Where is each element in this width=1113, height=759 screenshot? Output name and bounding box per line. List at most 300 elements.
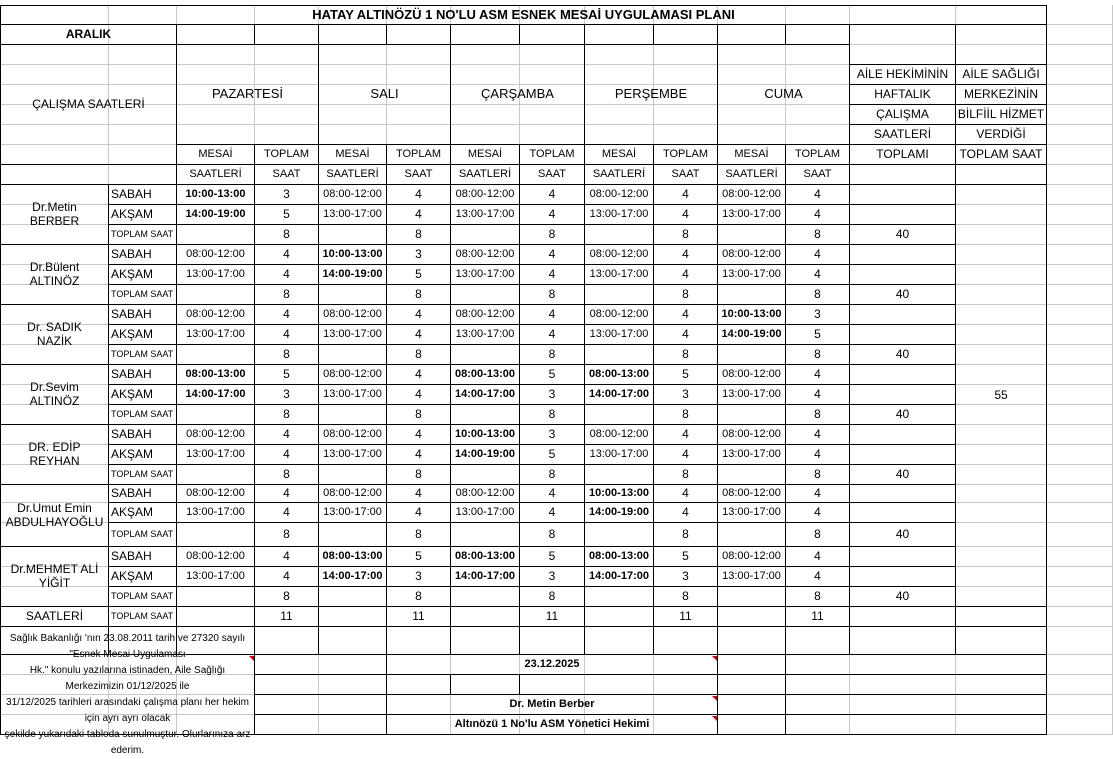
evening-label: AKŞAM	[109, 567, 177, 587]
empty-cell	[451, 345, 520, 365]
mesai-header-2: SAATLERİ	[177, 165, 255, 185]
morning-hours: 4	[387, 305, 451, 325]
grid-cell[interactable]	[1047, 65, 1113, 85]
grid-cell[interactable]	[1047, 145, 1113, 165]
morning-hours: 4	[654, 245, 718, 265]
doctor-name-line: Dr.MEHMET ALİ	[10, 561, 99, 576]
empty-cell	[718, 695, 786, 715]
day-total: 8	[387, 405, 451, 425]
day-header: SALI	[319, 45, 451, 145]
grid-cell[interactable]	[1047, 365, 1113, 385]
evening-hours: 4	[786, 503, 850, 523]
grid-cell[interactable]	[1047, 225, 1113, 245]
grid-cell[interactable]	[1047, 185, 1113, 205]
doctor-name	[0, 425, 109, 485]
doctor-name-line: Dr.Umut Emin	[17, 500, 92, 515]
footer-signer: Dr. Metin Berber	[387, 695, 718, 715]
evening-label: AKŞAM	[109, 385, 177, 405]
grid-cell[interactable]	[1047, 715, 1113, 735]
day-total: 8	[387, 465, 451, 485]
empty-cell	[786, 25, 850, 45]
empty-cell	[956, 627, 1047, 655]
evening-hours: 4	[654, 265, 718, 285]
day-total: 8	[786, 587, 850, 607]
empty-cell	[850, 627, 956, 655]
day-total: 8	[654, 465, 718, 485]
empty-cell	[177, 587, 255, 607]
empty-cell	[850, 185, 956, 205]
weekly-total: 40	[850, 225, 956, 245]
center-total: 55	[956, 185, 1047, 607]
summary-total: 11	[520, 607, 585, 627]
morning-label: SABAH	[109, 185, 177, 205]
grid-cell[interactable]	[1047, 503, 1113, 523]
empty-cell	[654, 627, 718, 655]
evening-hours: 3	[255, 385, 319, 405]
empty-cell	[585, 465, 654, 485]
total-label: TOPLAM SAAT	[109, 285, 177, 305]
morning-hours: 3	[786, 305, 850, 325]
empty-cell	[451, 587, 520, 607]
footer-note-line: şekilde yukarıdaki tabloda sunulmuştur. Olurlarınıza arz ederim.	[4, 728, 251, 756]
day-total: 8	[654, 587, 718, 607]
evening-hours: 4	[387, 445, 451, 465]
grid-cell[interactable]	[1047, 85, 1113, 105]
empty-cell	[850, 325, 956, 345]
day-total: 8	[786, 285, 850, 305]
empty-cell	[585, 587, 654, 607]
empty-cell	[850, 385, 956, 405]
total-label: TOPLAM SAAT	[109, 405, 177, 425]
day-header: ÇARŞAMBA	[451, 45, 585, 145]
empty-cell	[956, 607, 1047, 627]
morning-hours: 4	[255, 305, 319, 325]
day-total: 8	[520, 345, 585, 365]
doctor-name-line: NAZİK	[36, 333, 73, 348]
morning-shift: 08:00-13:00	[451, 365, 520, 385]
evening-hours: 4	[654, 205, 718, 225]
empty-cell	[850, 165, 956, 185]
evening-hours: 4	[255, 265, 319, 285]
morning-hours: 4	[654, 485, 718, 503]
empty-cell	[718, 465, 786, 485]
morning-shift: 10:00-13:00	[177, 185, 255, 205]
morning-shift: 08:00-12:00	[177, 305, 255, 325]
evening-hours: 4	[520, 503, 585, 523]
center-header-line: TOPLAM SAAT	[956, 145, 1047, 165]
empty-cell	[850, 205, 956, 225]
grid-cell[interactable]	[1047, 285, 1113, 305]
day-total: 8	[786, 405, 850, 425]
evening-label: AKŞAM	[109, 503, 177, 523]
empty-cell	[718, 715, 786, 735]
morning-shift: 08:00-12:00	[718, 365, 786, 385]
evening-shift: 13:00-17:00	[585, 325, 654, 345]
total-label: TOPLAM SAAT	[109, 345, 177, 365]
grid-cell[interactable]	[1047, 485, 1113, 503]
grid-cell[interactable]	[1047, 125, 1113, 145]
empty-cell	[786, 675, 1047, 695]
morning-label: SABAH	[109, 485, 177, 503]
summary-total: 11	[387, 607, 451, 627]
grid-cell[interactable]	[1047, 25, 1113, 45]
evening-shift: 14:00-17:00	[585, 385, 654, 405]
comment-marker[interactable]	[249, 656, 254, 661]
evening-shift: 13:00-17:00	[585, 265, 654, 285]
toplam-header: TOPLAM	[786, 145, 850, 165]
grid-cell[interactable]	[1047, 265, 1113, 285]
evening-hours: 4	[520, 205, 585, 225]
empty-cell	[850, 445, 956, 465]
evening-hours: 5	[255, 205, 319, 225]
empty-cell	[451, 25, 520, 45]
morning-hours: 4	[255, 425, 319, 445]
doctor-name-line: Dr.Metin	[32, 199, 77, 214]
evening-hours: 3	[520, 567, 585, 587]
doctor-name	[0, 185, 109, 245]
empty-cell	[850, 547, 956, 567]
morning-hours: 4	[387, 185, 451, 205]
empty-cell	[850, 567, 956, 587]
empty-cell	[319, 465, 387, 485]
morning-shift: 08:00-12:00	[177, 547, 255, 567]
morning-hours: 4	[255, 245, 319, 265]
evening-hours: 4	[786, 265, 850, 285]
morning-hours: 4	[786, 185, 850, 205]
empty-cell	[718, 675, 786, 695]
evening-hours: 4	[255, 567, 319, 587]
evening-shift: 14:00-19:00	[177, 205, 255, 225]
weekly-total: 40	[850, 405, 956, 425]
morning-hours: 4	[654, 185, 718, 205]
doctor-name	[0, 485, 109, 547]
weekly-total: 40	[850, 345, 956, 365]
grid-cell[interactable]	[1047, 627, 1113, 655]
grid-cell[interactable]	[1047, 523, 1113, 547]
empty-cell	[585, 607, 654, 627]
evening-hours: 5	[520, 445, 585, 465]
evening-shift: 13:00-17:00	[451, 205, 520, 225]
evening-label: AKŞAM	[109, 445, 177, 465]
evening-shift: 13:00-17:00	[177, 325, 255, 345]
doctor-name	[0, 245, 109, 305]
evening-hours: 3	[654, 385, 718, 405]
empty-cell	[255, 675, 387, 695]
morning-hours: 4	[255, 547, 319, 567]
evening-hours: 4	[387, 205, 451, 225]
morning-shift: 10:00-13:00	[319, 245, 387, 265]
day-total: 8	[520, 225, 585, 245]
morning-shift: 08:00-12:00	[718, 185, 786, 205]
doctor-name-line: ABDULHAYOĞLU	[5, 514, 104, 529]
empty-cell	[585, 225, 654, 245]
day-total: 8	[786, 345, 850, 365]
doctor-name-line: YİĞİT	[38, 575, 71, 590]
empty-cell	[850, 265, 956, 285]
empty-cell	[585, 345, 654, 365]
morning-hours: 4	[786, 245, 850, 265]
morning-hours: 4	[786, 365, 850, 385]
morning-shift: 08:00-13:00	[319, 547, 387, 567]
morning-shift: 10:00-13:00	[585, 485, 654, 503]
evening-shift: 13:00-17:00	[451, 265, 520, 285]
morning-shift: 08:00-12:00	[319, 425, 387, 445]
morning-shift: 08:00-12:00	[319, 305, 387, 325]
empty-cell	[520, 675, 718, 695]
evening-hours: 3	[387, 567, 451, 587]
comment-marker[interactable]	[712, 716, 717, 721]
morning-label: SABAH	[109, 425, 177, 445]
evening-shift: 14:00-17:00	[585, 567, 654, 587]
morning-shift: 08:00-12:00	[177, 245, 255, 265]
morning-hours: 4	[654, 305, 718, 325]
evening-hours: 4	[654, 325, 718, 345]
morning-hours: 4	[520, 305, 585, 325]
mesai-header: MESAİ	[451, 145, 520, 165]
evening-shift: 14:00-17:00	[451, 567, 520, 587]
center-header-line: BİLFİİL HİZMET	[956, 105, 1047, 125]
morning-hours: 5	[654, 365, 718, 385]
total-label: TOPLAM SAAT	[109, 523, 177, 547]
evening-hours: 4	[520, 265, 585, 285]
footer-note	[0, 632, 255, 756]
grid-cell[interactable]	[1047, 675, 1113, 695]
evening-shift: 13:00-17:00	[718, 503, 786, 523]
empty-cell	[786, 715, 1047, 735]
morning-shift: 08:00-12:00	[718, 425, 786, 445]
empty-cell	[585, 627, 654, 655]
empty-cell	[718, 225, 786, 245]
evening-shift: 13:00-17:00	[319, 503, 387, 523]
weekly-header-line: ÇALIŞMA	[850, 105, 956, 125]
day-total: 8	[654, 345, 718, 365]
grid-cell[interactable]	[1047, 587, 1113, 607]
doctor-name-line: BERBER	[29, 213, 80, 228]
evening-shift: 14:00-17:00	[319, 567, 387, 587]
empty-cell	[520, 25, 585, 45]
grid-cell[interactable]	[1047, 695, 1113, 715]
doctor-name	[0, 305, 109, 365]
summary-total: 11	[654, 607, 718, 627]
morning-shift: 08:00-12:00	[451, 245, 520, 265]
evening-hours: 4	[520, 325, 585, 345]
day-total: 8	[520, 465, 585, 485]
empty-cell	[718, 285, 786, 305]
grid-cell[interactable]	[1047, 45, 1113, 65]
summary-label: SAATLERİ	[0, 607, 109, 627]
evening-hours: 4	[654, 503, 718, 523]
day-total: 8	[255, 587, 319, 607]
working-hours-label: ÇALIŞMA SAATLERİ	[0, 45, 177, 165]
morning-shift: 08:00-12:00	[451, 305, 520, 325]
doctor-name-line: DR. EDİP	[28, 439, 81, 454]
empty-cell	[255, 627, 319, 655]
empty-cell	[850, 425, 956, 445]
evening-hours: 4	[255, 325, 319, 345]
evening-shift: 14:00-19:00	[718, 325, 786, 345]
morning-hours: 5	[387, 547, 451, 567]
empty-cell	[786, 695, 1047, 715]
day-total: 8	[387, 523, 451, 547]
morning-hours: 4	[786, 485, 850, 503]
empty-cell	[718, 345, 786, 365]
empty-cell	[319, 627, 387, 655]
empty-cell	[956, 25, 1047, 65]
doctor-name-line: Dr.Sevim	[30, 379, 79, 394]
empty-cell	[387, 675, 451, 695]
weekly-total: 40	[850, 285, 956, 305]
empty-cell	[451, 405, 520, 425]
evening-hours: 4	[255, 445, 319, 465]
morning-shift: 08:00-12:00	[718, 485, 786, 503]
morning-hours: 5	[654, 547, 718, 567]
grid-cell[interactable]	[1047, 165, 1113, 185]
grid-cell[interactable]	[1047, 425, 1113, 445]
evening-shift: 13:00-17:00	[718, 567, 786, 587]
center-header-line: VERDİĞİ	[956, 125, 1047, 145]
evening-shift: 13:00-17:00	[177, 265, 255, 285]
toplam-header-2: SAAT	[255, 165, 319, 185]
morning-hours: 3	[387, 245, 451, 265]
day-total: 8	[520, 285, 585, 305]
mesai-header: MESAİ	[585, 145, 654, 165]
morning-hours: 3	[520, 425, 585, 445]
day-total: 8	[786, 225, 850, 245]
day-total: 8	[520, 405, 585, 425]
grid-cell[interactable]	[1047, 5, 1113, 25]
grid-cell[interactable]	[1047, 405, 1113, 425]
evening-shift: 13:00-17:00	[451, 503, 520, 523]
grid-cell[interactable]	[1047, 607, 1113, 627]
evening-shift: 13:00-17:00	[451, 325, 520, 345]
evening-shift: 13:00-17:00	[319, 205, 387, 225]
empty-cell	[0, 165, 177, 185]
empty-cell	[520, 627, 585, 655]
mesai-header: MESAİ	[319, 145, 387, 165]
evening-shift: 14:00-19:00	[585, 503, 654, 523]
toplam-header: TOPLAM	[255, 145, 319, 165]
empty-cell	[585, 25, 654, 45]
evening-shift: 14:00-19:00	[451, 445, 520, 465]
weekly-header-line: AİLE HEKİMİNİN	[850, 65, 956, 85]
doctor-name	[0, 547, 109, 607]
grid-cell[interactable]	[1047, 655, 1113, 675]
day-total: 8	[387, 225, 451, 245]
mesai-header-2: SAATLERİ	[585, 165, 654, 185]
grid-cell[interactable]	[1047, 385, 1113, 405]
morning-label: SABAH	[109, 547, 177, 567]
empty-cell	[718, 587, 786, 607]
empty-cell	[451, 607, 520, 627]
grid-cell[interactable]	[1047, 305, 1113, 325]
footer-note-line: Hk." konulu yazılarına istinaden, Aile Sağlığı Merkezimizin 01/12/2025 ile	[29, 664, 226, 692]
evening-shift: 14:00-17:00	[451, 385, 520, 405]
empty-cell	[319, 587, 387, 607]
empty-cell	[451, 627, 520, 655]
morning-hours: 4	[520, 485, 585, 503]
empty-cell	[177, 523, 255, 547]
evening-hours: 4	[786, 567, 850, 587]
summary-total: 11	[255, 607, 319, 627]
empty-cell	[451, 285, 520, 305]
morning-label: SABAH	[109, 245, 177, 265]
evening-label: AKŞAM	[109, 325, 177, 345]
morning-shift: 08:00-12:00	[451, 185, 520, 205]
day-total: 8	[387, 345, 451, 365]
empty-cell	[319, 607, 387, 627]
footer-note-line: 31/12/2025 tarihleri arasındaki çalışma planı her hekim için ayrı ayrı olacak	[6, 696, 249, 724]
morning-hours: 5	[520, 365, 585, 385]
morning-shift: 08:00-12:00	[319, 185, 387, 205]
empty-cell	[585, 285, 654, 305]
morning-shift: 10:00-13:00	[451, 425, 520, 445]
evening-hours: 3	[654, 567, 718, 587]
evening-hours: 4	[786, 205, 850, 225]
day-header: PAZARTESİ	[177, 45, 319, 145]
grid-cell[interactable]	[1047, 465, 1113, 485]
center-header-line: AİLE SAĞLIĞI	[956, 65, 1047, 85]
total-label: TOPLAM SAAT	[109, 587, 177, 607]
weekly-total: 40	[850, 465, 956, 485]
morning-hours: 4	[520, 245, 585, 265]
evening-hours: 4	[387, 503, 451, 523]
weekly-total: 40	[850, 587, 956, 607]
empty-cell	[319, 25, 387, 45]
empty-cell	[654, 25, 718, 45]
grid-cell[interactable]	[1047, 547, 1113, 567]
evening-shift: 14:00-17:00	[177, 385, 255, 405]
grid-cell[interactable]	[1047, 325, 1113, 345]
footer-date: 23.12.2025	[387, 655, 718, 675]
grid-cell[interactable]	[1047, 205, 1113, 225]
grid-cell[interactable]	[1047, 445, 1113, 465]
day-total: 8	[786, 523, 850, 547]
evening-shift: 13:00-17:00	[718, 205, 786, 225]
comment-marker[interactable]	[712, 656, 717, 661]
morning-shift: 08:00-12:00	[718, 245, 786, 265]
morning-hours: 5	[520, 547, 585, 567]
grid-cell[interactable]	[1047, 105, 1113, 125]
morning-shift: 08:00-13:00	[585, 547, 654, 567]
evening-label: AKŞAM	[109, 265, 177, 285]
empty-cell	[850, 25, 956, 65]
grid-cell[interactable]	[1047, 245, 1113, 265]
comment-marker[interactable]	[712, 696, 717, 701]
empty-cell	[718, 627, 786, 655]
evening-shift: 13:00-17:00	[718, 385, 786, 405]
evening-hours: 4	[786, 385, 850, 405]
center-header-line: MERKEZİNİN	[956, 85, 1047, 105]
grid-cell[interactable]	[1047, 345, 1113, 365]
mesai-header: MESAİ	[177, 145, 255, 165]
morning-shift: 08:00-12:00	[451, 485, 520, 503]
doctor-name-line: ALTINÖZ	[29, 393, 80, 408]
empty-cell	[177, 285, 255, 305]
evening-shift: 13:00-17:00	[319, 325, 387, 345]
grid-cell[interactable]	[1047, 567, 1113, 587]
morning-shift: 08:00-12:00	[585, 425, 654, 445]
morning-hours: 4	[786, 425, 850, 445]
weekly-header-line: SAATLERİ	[850, 125, 956, 145]
empty-cell	[850, 485, 956, 503]
empty-cell	[255, 25, 319, 45]
empty-cell	[255, 715, 387, 735]
empty-cell	[718, 607, 786, 627]
empty-cell	[850, 305, 956, 325]
doctor-name-line: Dr. SADIK	[27, 319, 82, 334]
day-total: 8	[654, 405, 718, 425]
evening-hours: 4	[654, 445, 718, 465]
